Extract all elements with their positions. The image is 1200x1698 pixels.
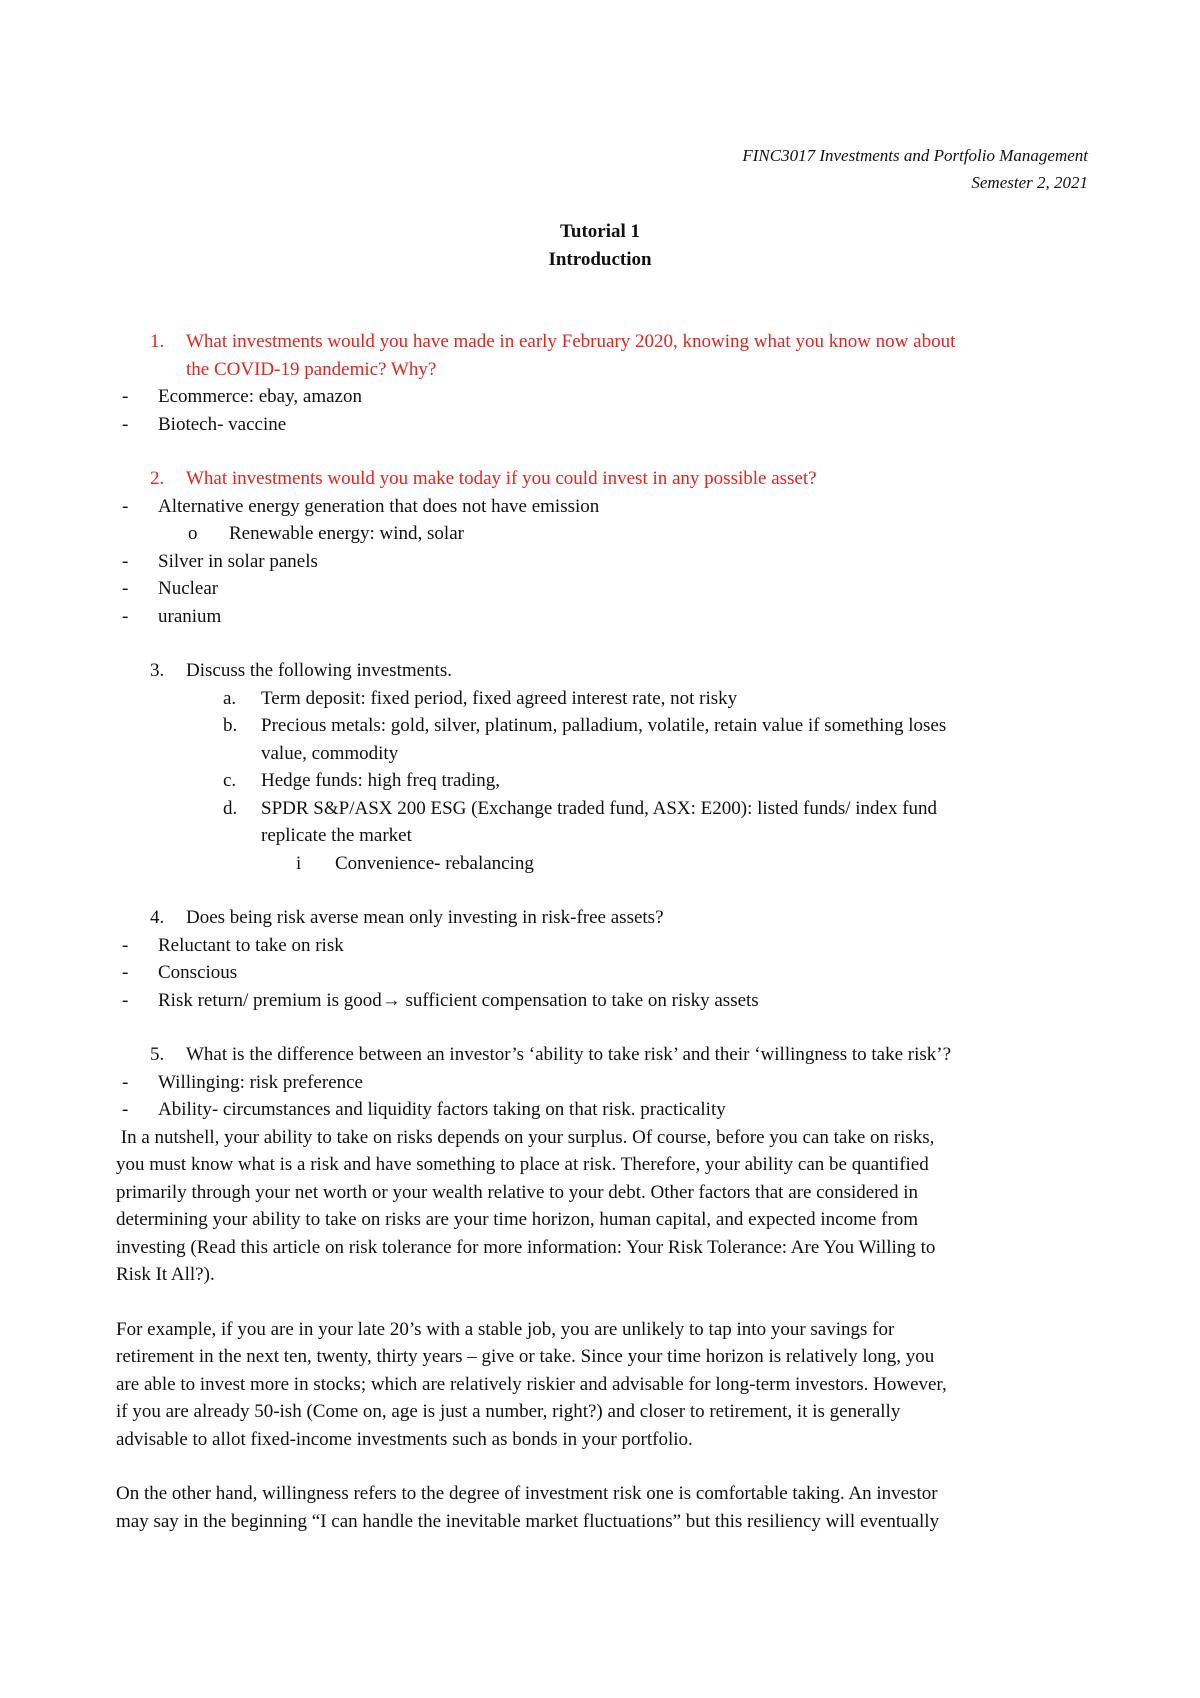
list-item-text: value, commodity <box>261 742 399 764</box>
question-text-line: Discuss the following investments. <box>186 660 452 681</box>
question-text-line: What investments would you have made in early February 2020, knowing what you know now about <box>186 331 956 352</box>
list-item: - Risk return/ premium is good→ sufficient compensation to take on risky assets <box>122 989 759 1011</box>
list-item-text: uranium <box>158 605 222 627</box>
question-number: 3. <box>150 660 165 681</box>
list-item-text: replicate the market <box>261 825 412 846</box>
list-item-text: Reluctant to take on risk <box>158 934 344 956</box>
sub-list-item <box>116 520 1096 548</box>
list-item: - Willinging: risk preference <box>122 1071 363 1093</box>
paragraph-line: primarily through your net worth or your wealth relative to your debt. Other factors that are considered in <box>116 1181 918 1203</box>
sub-list-item <box>116 767 1096 795</box>
list-item-text: Precious metals: gold, silver, platinum, palladium, volatile, retain value if something loses <box>261 715 947 736</box>
paragraph-willingness <box>116 1480 1096 1535</box>
title-line-2: Introduction <box>548 249 652 270</box>
list-item: - Alternative energy generation that does not have emission <box>122 495 600 517</box>
sub-list-marker: a. <box>223 687 237 709</box>
list-item-text: Willinging: risk preference <box>158 1071 363 1093</box>
paragraph-line: retirement in the next ten, twenty, thirty years – give or take. Since your time horizon is relatively long, you <box>116 1346 935 1367</box>
question-text-line: What is the difference between an investor’s ‘ability to take risk’ and their ‘willingness to take risk’? <box>186 1044 952 1065</box>
document-header <box>742 142 1088 196</box>
question-text-line: Does being risk averse mean only investing in risk-free assets? <box>186 907 664 928</box>
paragraph-ability <box>116 1124 1096 1289</box>
sub-list-item <box>116 795 1096 850</box>
sub-list-item <box>116 712 1096 767</box>
list-item: - uranium <box>122 605 222 627</box>
paragraph-line: determining your ability to take on risks are your time horizon, human capital, and expected income from <box>116 1209 918 1230</box>
paragraph-line: are able to invest more in stocks; which are relatively riskier and advisable for long-term investors. However, <box>116 1373 947 1395</box>
list-item-text: Risk return/ premium is good→ sufficient compensation to take on risky assets <box>158 989 759 1011</box>
paragraph-line: advisable to allot fixed-income investments such as bonds in your portfolio. <box>116 1428 693 1450</box>
paragraph-line: On the other hand, willingness refers to the degree of investment risk one is comfortable taking. An investor <box>116 1483 938 1504</box>
list-item-text: Alternative energy generation that does not have emission <box>158 495 600 517</box>
list-item: - Ecommerce: ebay, amazon <box>122 386 362 407</box>
paragraph-line: In a nutshell, your ability to take on risks depends on your surplus. Of course, before you can take on risks, <box>116 1126 935 1148</box>
question-number: 1. <box>150 331 165 352</box>
list-item-text: Term deposit: fixed period, fixed agreed interest rate, not risky <box>261 687 738 709</box>
question-number: 2. <box>150 468 165 489</box>
paragraph-line: if you are already 50-ish (Come on, age is just a number, right?) and closer to retirement, it is generally <box>116 1401 901 1422</box>
sub-list-marker: c. <box>223 770 237 791</box>
question-3 <box>116 657 1096 685</box>
question-4 <box>116 904 1096 932</box>
paragraph-line: For example, if you are in your late 20’s with a stable job, you are unlikely to tap into your savings for <box>116 1318 895 1340</box>
document-body <box>116 328 1096 1535</box>
list-item-text: Ecommerce: ebay, amazon <box>158 386 362 407</box>
list-item-text: Conscious <box>158 962 238 983</box>
question-number: 4. <box>150 907 165 928</box>
question-2 <box>116 465 1096 493</box>
paragraph-line: may say in the beginning “I can handle the inevitable market fluctuations” but this resiliency will eventually <box>116 1510 940 1532</box>
list-item-text: Convenience- rebalancing <box>335 852 534 874</box>
sub-list-marker: b. <box>223 715 238 736</box>
document-title <box>0 218 1200 274</box>
list-item: - Reluctant to take on risk <box>122 934 344 956</box>
list-item: - Silver in solar panels <box>122 550 318 572</box>
list-item-text: SPDR S&P/ASX 200 ESG (Exchange traded fund, ASX: E200): listed funds/ index fund <box>261 797 938 819</box>
course-name: FINC3017 Investments and Portfolio Management <box>742 146 1088 165</box>
title-line-1: Tutorial 1 <box>559 221 641 242</box>
paragraph-example <box>116 1316 1096 1454</box>
paragraph-line: investing (Read this article on risk tolerance for more information: Your Risk Tolerance: Are You Willing to <box>116 1236 936 1258</box>
sub-list-marker: d. <box>223 797 238 819</box>
list-item: - Ability- circumstances and liquidity factors taking on that risk. practicality <box>122 1099 726 1120</box>
list-item-text: Renewable energy: wind, solar <box>229 523 464 544</box>
sub-list-marker: i <box>296 852 302 874</box>
list-item: - Conscious <box>122 962 238 983</box>
list-item-text: Biotech- vaccine <box>158 413 287 435</box>
list-item: - Biotech- vaccine <box>122 413 287 435</box>
list-item-text: Ability- circumstances and liquidity factors taking on that risk. practicality <box>158 1099 726 1120</box>
paragraph-line: you must know what is a risk and have something to place at risk. Therefore, your ability can be quantified <box>116 1154 929 1175</box>
list-item-text: Hedge funds: high freq trading, <box>261 770 501 791</box>
question-text-line: What investments would you make today if you could invest in any possible asset? <box>186 468 817 489</box>
sub-list-marker: o <box>188 523 198 544</box>
question-number: 5. <box>150 1044 165 1065</box>
sub-list-item <box>116 685 1096 713</box>
list-item: - Nuclear <box>122 578 219 599</box>
semester: Semester 2, 2021 <box>971 173 1088 192</box>
list-item-text: Nuclear <box>158 578 219 599</box>
sub-sub-list-item <box>116 850 1096 878</box>
list-item-text: Silver in solar panels <box>158 550 318 572</box>
paragraph-line: Risk It All?). <box>116 1264 215 1285</box>
question-1 <box>116 328 1096 383</box>
question-5 <box>116 1041 1096 1069</box>
question-text-line: the COVID-19 pandemic? Why? <box>186 358 437 380</box>
